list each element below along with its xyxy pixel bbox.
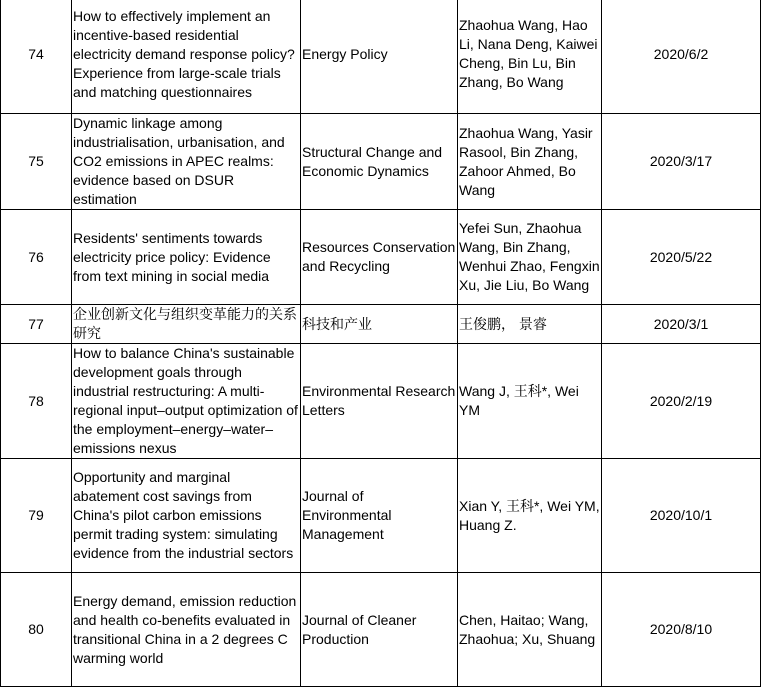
paper-title: 企业创新文化与组织变革能力的关系研究 [73,306,297,341]
author-list: Yefei Sun, Zhaohua Wang, Bin Zhang, Wenhui Zhao, Fengxin Xu, Jie Liu, Bo Wang [459,220,600,293]
authors-cell[interactable] [458,344,602,459]
row-index: 76 [28,248,44,265]
journal-name: Energy Policy [302,45,388,62]
author-list: Wang J, 王科*, Wei YM [459,383,579,418]
authors-cell[interactable] [458,305,602,344]
journal-name: Journal of Environmental Management [302,488,392,542]
publication-date: 2020/3/1 [653,315,709,332]
publication-date: 2020/3/17 [649,153,713,169]
journal-name: 科技和产业 [302,315,372,332]
title-cell[interactable] [72,210,301,305]
journal-cell[interactable] [301,210,458,305]
publication-date: 2020/5/22 [649,248,713,265]
date-cell[interactable] [602,459,761,573]
authors-cell[interactable] [458,210,602,305]
row-index: 78 [28,392,44,409]
table-row [1,210,761,305]
row-index-cell[interactable] [1,459,72,573]
row-index: 75 [28,153,44,169]
title-cell[interactable] [72,0,301,114]
title-cell[interactable] [72,459,301,573]
row-index-cell[interactable] [1,344,72,459]
publication-date: 2020/2/19 [649,392,713,409]
title-cell[interactable] [72,114,301,210]
table-row [1,305,761,344]
row-index: 74 [28,45,44,62]
paper-title: Opportunity and marginal abatement cost savings from China's pilot carbon emissions permit trading system: simulating evidence from the industrial sectors [73,469,294,561]
journal-cell[interactable] [301,305,458,344]
paper-title: Dynamic linkage among industrialisation, urbanisation, and CO2 emissions in APEC realms: evidence based on DSUR estimation [73,115,285,207]
publication-date: 2020/10/1 [649,507,713,523]
paper-title: Energy demand, emission reduction and health co-benefits evaluated in transitional China in a 2 degrees C warming world [73,592,297,666]
row-index: 79 [28,507,44,523]
journal-cell[interactable] [301,573,458,687]
date-cell[interactable] [602,573,761,687]
author-list: Zhaohua Wang, Yasir Rasool, Bin Zhang, Zahoor Ahmed, Bo Wang [459,124,593,198]
row-index-cell[interactable] [1,305,72,344]
row-index-cell[interactable] [1,114,72,210]
author-list: Chen, Haitao; Wang, Zhaohua; Xu, Shuang [459,611,596,647]
journal-cell[interactable] [301,114,458,210]
journal-cell[interactable] [301,344,458,459]
table-row [1,573,761,687]
date-cell[interactable] [602,305,761,344]
row-index: 77 [28,315,44,332]
authors-cell[interactable] [458,114,602,210]
table-row [1,459,761,573]
paper-title: How to balance China's sustainable development goals through industrial restructuring: A multi-regional input–output optimization of the employment–energy–water–emissions nexus [73,345,298,456]
row-index-cell[interactable] [1,573,72,687]
row-index: 80 [28,621,44,637]
journal-name: Structural Change and Economic Dynamics [302,143,443,179]
author-list: Zhaohua Wang, Hao Li, Nana Deng, Kaiwei Cheng, Bin Lu, Bin Zhang, Bo Wang [459,17,598,90]
author-list: 王俊鹏， 景睿 [459,315,547,332]
title-cell[interactable] [72,305,301,344]
journal-name: Environmental Research Letters [302,383,456,418]
row-index-cell[interactable] [1,0,72,114]
journal-cell[interactable] [301,0,458,114]
paper-title: Residents' sentiments towards electricity price policy: Evidence from text mining in social media [73,229,271,284]
authors-cell[interactable] [458,0,602,114]
date-cell[interactable] [602,0,761,114]
table-row [1,344,761,459]
journal-name: Resources Conservation and Recycling [302,239,456,274]
journal-name: Journal of Cleaner Production [302,611,417,647]
date-cell[interactable] [602,344,761,459]
journal-cell[interactable] [301,459,458,573]
row-index-cell[interactable] [1,210,72,305]
paper-title: How to effectively implement an incentive-based residential electricity demand response policy? Experience from large-scale trials and matching questionnaires [73,7,295,100]
title-cell[interactable] [72,344,301,459]
authors-cell[interactable] [458,573,602,687]
table-row [1,0,761,114]
title-cell[interactable] [72,573,301,687]
authors-cell[interactable] [458,459,602,573]
author-list: Xian Y, 王科*, Wei YM, Huang Z. [459,497,600,533]
publication-date: 2020/8/10 [649,621,713,637]
date-cell[interactable] [602,210,761,305]
table-row [1,114,761,210]
publication-date: 2020/6/2 [653,45,709,62]
date-cell[interactable] [602,114,761,210]
